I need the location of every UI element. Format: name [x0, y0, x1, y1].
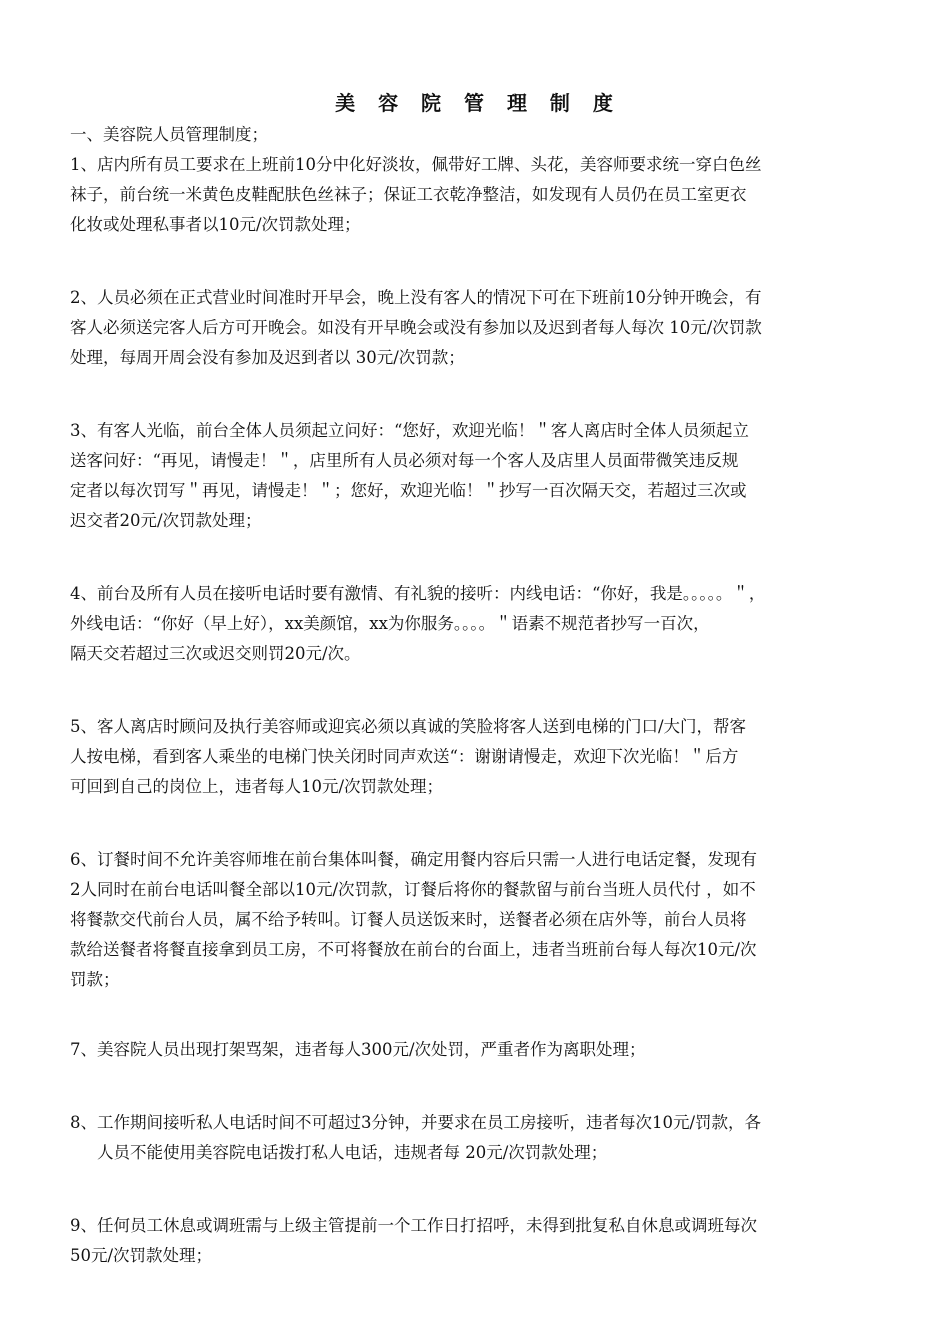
rule-line: 5、客人离店时顾问及执行美容师或迎宾必须以真诚的笑脸将客人送到电梯的门口/大门，帮客 — [70, 717, 747, 736]
rule-line: 1、店内所有员工要求在上班前10分中化好淡妆，佩带好工牌、头花，美容师要求统一穿白色丝 — [70, 155, 762, 174]
rule-line: 8、工作期间接听私人电话时间不可超过3分钟，并要求在员工房接听，违者每次10元/罚款，各 — [70, 1113, 762, 1132]
rule-line: 将餐款交代前台人员，属不给予转叫。订餐人员送饭来时，送餐者必须在店外等，前台人员将 — [70, 910, 747, 929]
rule-line: 罚款； — [70, 970, 120, 989]
rule-line: 50元/次罚款处理； — [70, 1246, 213, 1265]
rules-list — [70, 150, 864, 1271]
rule-line: 人按电梯，看到客人乘坐的电梯门快关闭时同声欢送“：谢谢请慢走，欢迎下次光临！＂后方 — [70, 747, 739, 766]
section-heading: 一、美容院人员管理制度； — [70, 125, 268, 144]
rule-line: 化妆或处理私事者以10元/次罚款处理； — [70, 215, 361, 234]
rule-line: 可回到自己的岗位上，违者每人10元/次罚款处理； — [70, 777, 444, 796]
rule-paragraph-4 — [70, 579, 864, 669]
rule-line: 迟交者20元/次罚款处理； — [70, 511, 262, 530]
rule-paragraph-1 — [70, 150, 864, 240]
rule-line: 款给送餐者将餐直接拿到员工房，不可将餐放在前台的台面上，违者当班前台每人每次10元/次 — [70, 940, 757, 959]
rule-paragraph-9 — [70, 1211, 864, 1271]
rule-line: 处理，每周开周会没有参加及迟到者以 30元/次罚款； — [70, 348, 465, 367]
rule-line: 7、美容院人员出现打架骂架，违者每人300元/次处罚，严重者作为离职处理； — [70, 1040, 646, 1059]
rule-line: 定者以每次罚写＂再见，请慢走！＂；您好，欢迎光临！＂抄写一百次隔天交，若超过三次或 — [70, 481, 747, 500]
rule-paragraph-7 — [70, 1035, 864, 1065]
rule-line: 送客问好：“再见，请慢走！＂，店里所有人员必须对每一个客人及店里人员面带微笑违反规 — [70, 451, 739, 470]
rule-paragraph-5 — [70, 712, 864, 802]
rule-paragraph-8 — [70, 1108, 864, 1168]
rule-paragraph-3 — [70, 416, 864, 536]
rule-line: 2人同时在前台电话叫餐全部以10元/次罚款，订餐后将你的餐款留与前台当班人员代付 ，如不 — [70, 880, 756, 899]
rule-line: 6、订餐时间不允许美容师堆在前台集体叫餐，确定用餐内容后只需一人进行电话定餐，发现有 — [70, 850, 757, 869]
document-title: 美 容 院 管 理 制 度 — [335, 91, 621, 115]
rule-line: 隔天交若超过三次或迟交则罚20元/次。 — [70, 644, 361, 663]
rule-paragraph-6 — [70, 845, 864, 995]
rule-line: 袜子，前台统一米黄色皮鞋配肤色丝袜子；保证工衣乾净整洁，如发现有人员仍在员工室更衣 — [70, 185, 747, 204]
rule-line: 人员不能使用美容院电话拨打私人电话，违规者每 20元/次罚款处理； — [97, 1143, 608, 1162]
rule-line: 9、任何员工休息或调班需与上级主管提前一个工作日打招呼，未得到批复私自休息或调班每次 — [70, 1216, 757, 1235]
rule-paragraph-2 — [70, 283, 864, 373]
rule-line: 客人必须送完客人后方可开晚会。如没有开早晚会或没有参加以及迟到者每人每次 10元/次罚款 — [70, 318, 762, 337]
rule-line: 2、人员必须在正式营业时间准时开早会，晚上没有客人的情况下可在下班前10分钟开晚会，有 — [70, 288, 762, 307]
rule-line: 外线电话：“你好（早上好），xx美颜馆，xx为你服务。。。。＂语素不规范者抄写一百次， — [70, 614, 710, 633]
rule-line: 4、前台及所有人员在接听电话时要有激情、有礼貌的接听：内线电话：“你好，我是。。。。。＂， — [70, 584, 766, 603]
rule-line: 3、有客人光临，前台全体人员须起立问好：“您好，欢迎光临！＂客人离店时全体人员须起立 — [70, 421, 749, 440]
